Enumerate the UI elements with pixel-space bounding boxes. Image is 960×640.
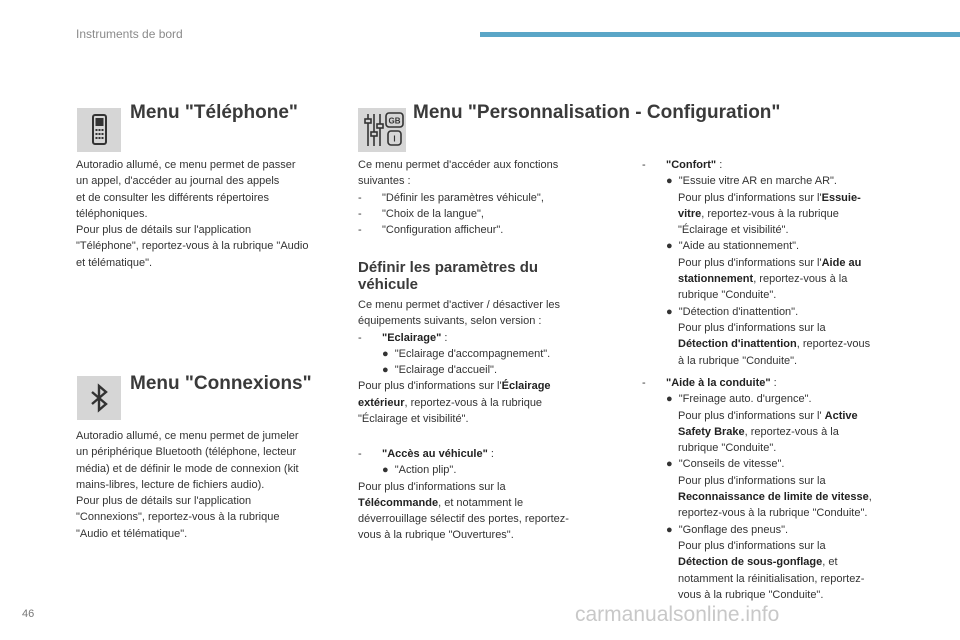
text-line: Autoradio allumé, ce menu permet de passer	[76, 159, 296, 171]
list-item: - "Accès au véhicule" :	[358, 448, 494, 460]
text-line: extérieur, reportez-vous à la rubrique	[358, 396, 543, 409]
text-line: et de consulter les différents répertoires	[76, 191, 270, 204]
text-line: Ce menu permet d'activer / désactiver les	[358, 299, 561, 311]
text-line: déverrouillage sélectif des portes, reportez-	[358, 513, 569, 526]
bluetooth-icon	[77, 376, 121, 420]
text-line: vous à la rubrique "Conduite".	[678, 588, 824, 601]
text-line: et télématique".	[76, 256, 153, 269]
text-line: vitre, reportez-vous à la rubrique	[678, 207, 839, 220]
text-line: Pour plus de détails sur l'application	[76, 495, 252, 508]
page-number: 46	[22, 608, 35, 620]
text-line: Pour plus d'informations sur l'Éclairage	[358, 380, 551, 393]
bullet-item: ● "Action plip".	[382, 464, 457, 477]
text-line: Ce menu permet d'accéder aux fonctions	[358, 159, 559, 171]
acces-text	[358, 446, 618, 544]
text-line: "Éclairage et visibilité".	[678, 224, 789, 237]
list-item: - "Choix de la langue",	[358, 207, 484, 220]
phone-icon	[77, 108, 121, 152]
bullet-item: ● "Essuie vitre AR en marche AR".	[666, 175, 837, 188]
bullet-item: ● "Freinage auto. d'urgence".	[666, 393, 812, 406]
text-line: Pour plus d'informations sur la	[678, 321, 826, 334]
connexions-text	[76, 428, 346, 542]
text-line: "Connexions", reportez-vous à la rubrique	[76, 511, 280, 524]
define-params-heading: Définir les paramètres du véhicule	[358, 259, 539, 293]
list-item: - "Configuration afficheur".	[358, 224, 504, 237]
text-line: notamment la réinitialisation, reportez-	[678, 572, 865, 585]
text-line: mains-libres, lecture de fichiers audio).	[76, 478, 265, 491]
telephone-text	[76, 157, 346, 271]
text-line: rubrique "Conduite".	[678, 289, 777, 302]
text-line: Pour plus d'informations sur la	[678, 539, 826, 552]
text-line: "Audio et télématique".	[76, 527, 188, 540]
text-line: vous à la rubrique "Ouvertures".	[358, 529, 514, 542]
bullet-item: ● "Détection d'inattention".	[666, 305, 799, 318]
text-line: média) et de définir le mode de connexion (kit	[76, 462, 299, 475]
bullet-item: ● "Conseils de vitesse".	[666, 458, 785, 471]
text-line: Détection d'inattention, reportez-vous	[678, 338, 871, 351]
text-line: Pour plus de détails sur l'application	[76, 224, 252, 237]
text-line: reportez-vous à la rubrique "Conduite".	[678, 507, 868, 520]
perso-intro	[358, 157, 618, 238]
bullet-item: ● "Eclairage d'accueil".	[382, 364, 498, 377]
aide-text	[642, 375, 922, 603]
telephone-title: Menu "Téléphone"	[130, 102, 298, 123]
text-line: à la rubrique "Conduite".	[678, 354, 798, 367]
text-line: Pour plus d'informations sur la	[358, 480, 506, 493]
bullet-item: ● "Aide au stationnement".	[666, 240, 800, 253]
bullet-item: ● "Gonflage des pneus".	[666, 523, 789, 536]
settings-sliders-icon	[358, 108, 406, 152]
text-line: un appel, d'accéder au journal des appels	[76, 175, 280, 188]
text-line: Pour plus d'informations sur l'Aide au	[678, 256, 862, 269]
text-line: Reconnaissance de limite de vitesse,	[678, 491, 872, 504]
text-line: un périphérique Bluetooth (téléphone, lecteur	[76, 446, 297, 459]
header-accent-bar	[480, 32, 960, 37]
list-item: - "Aide à la conduite" :	[642, 377, 777, 389]
text-line: rubrique "Conduite".	[678, 442, 777, 455]
list-item: - "Eclairage" :	[358, 331, 448, 344]
text-line: Télécommande, et notamment le	[358, 496, 524, 509]
perso-title: Menu "Personnalisation - Configuration"	[413, 102, 781, 123]
connexions-title: Menu "Connexions"	[130, 373, 312, 394]
text-line: "Éclairage et visibilité".	[358, 413, 469, 426]
text-line: Safety Brake, reportez-vous à la	[678, 425, 839, 438]
text-line: "Téléphone", reportez-vous à la rubrique "Audio	[76, 240, 309, 253]
watermark: carmanualsonline.info	[575, 603, 780, 626]
text-line: équipements suivants, selon version :	[358, 315, 542, 328]
text-line: téléphoniques.	[76, 207, 148, 220]
text-line: Pour plus d'informations sur la	[678, 474, 826, 487]
language-badge-top: GB	[388, 116, 401, 126]
text-line: Pour plus d'informations sur l' Active	[678, 409, 858, 422]
text-line: Détection de sous-gonflage, et	[678, 556, 838, 569]
bullet-item: ● "Eclairage d'accompagnement".	[382, 347, 551, 360]
list-item: - "Confort" :	[642, 159, 723, 171]
section-header: Instruments de bord	[76, 27, 183, 41]
text-line: suivantes :	[358, 175, 411, 188]
list-item: - "Définir les paramètres véhicule",	[358, 191, 544, 204]
text-line: stationnement, reportez-vous à la	[678, 273, 848, 286]
text-line: Pour plus d'informations sur l'Essuie-	[678, 191, 861, 204]
text-line: Autoradio allumé, ce menu permet de jumeler	[76, 430, 299, 442]
confort-text	[642, 157, 922, 369]
language-badge-bottom: I	[393, 134, 396, 144]
define-params-text	[358, 297, 618, 427]
